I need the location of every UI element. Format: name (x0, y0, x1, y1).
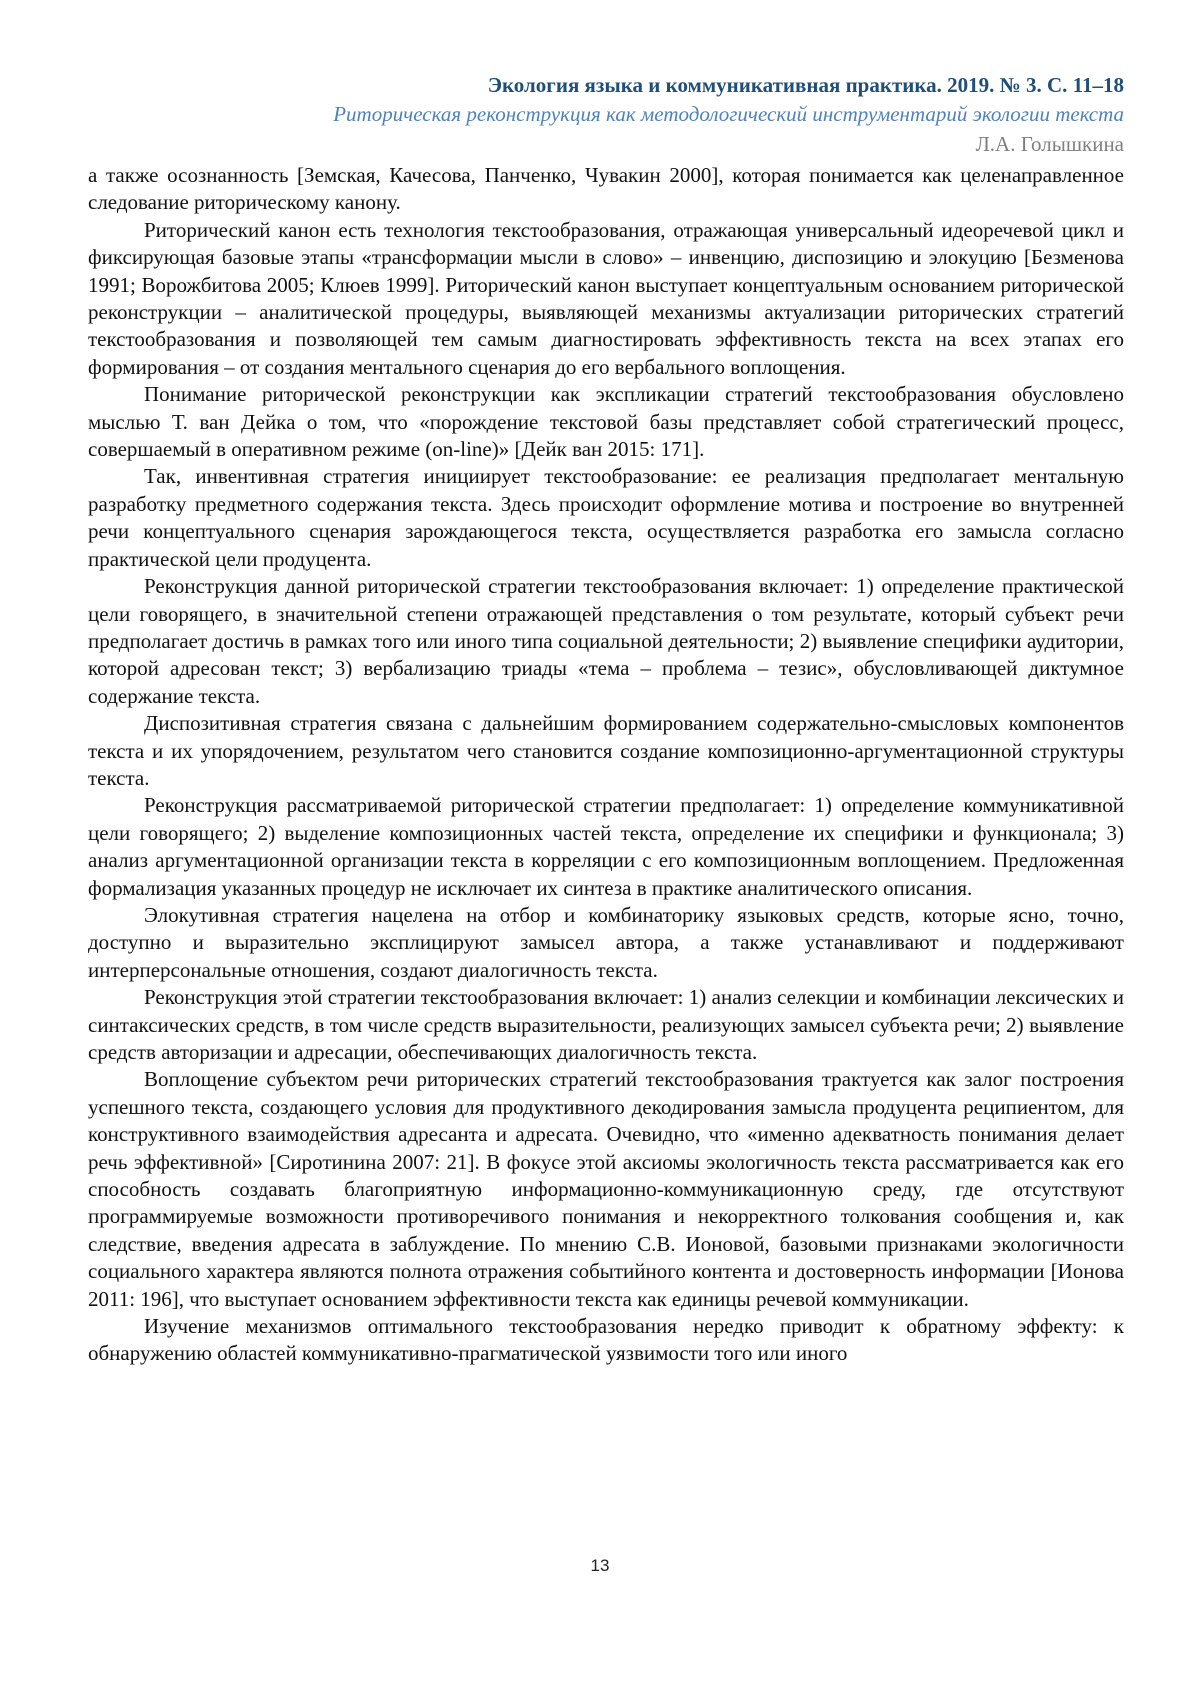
paragraph: Понимание риторической реконструкции как экспликации стратегий текстообразования обусловлено мыслью Т. ван Дейка о том, что «порождение текстовой базы представляет собой стратегический процесс, совершаемый в оперативном режиме (on-line)» [Дейк ван 2015: 171]. (88, 382, 1124, 462)
journal-header: Экология языка и коммуникативная практика. 2019. № 3. С. 11–18 (487, 73, 1124, 97)
paragraph: Риторический канон есть технология текстообразования, отражающая универсальный идеоречевой цикл и фиксирующая базовые этапы «трансформации мысли в слово» – инвенцию, диспозицию и элокуцию [Безменова 1991; Ворожбитова 2005; Клюев 1999]. Риторический канон выступает концептуальным основанием риторической реконструкции – аналитической процедуры, выявляющей механизмы актуализации риторических стратегий текстообразования и позволяющей тем самым диагностировать эффективность текста на всех этапах его формирования – от создания ментального сценария до его вербального воплощения. (88, 217, 1124, 379)
article-body (88, 162, 1124, 1368)
paragraph: Реконструкция данной риторической стратегии текстообразования включает: 1) определение практической цели говорящего, в значительной степени отражающей представления о том результате, который субъект речи предполагает достичь в рамках того или иного типа социальной деятельности; 2) выявление специфики аудитории, которой адресован текст; 3) вербализацию триады «тема – проблема – тезис», обусловливающей диктумное содержание текста. (88, 574, 1124, 708)
paragraph: Воплощение субъектом речи риторических стратегий текстообразования трактуется как залог построения успешного текста, создающего условия для продуктивного декодирования замысла продуцента реципиентом, для конструктивного взаимодействия адресанта и адресата. Очевидно, что «именно адекватность понимания делает речь эффективной» [Сиротинина 2007: 21]. В фокусе этой аксиомы экологичность текста рассматривается как его способность создавать благоприятную информационно-коммуникационную среду, где отсутствуют программируемые возможности противоречивого понимания и некорректного толкования сообщения и, как следствие, введения адресата в заблуждение. По мнению С.В. Ионовой, базовыми признаками экологичности социального характера являются полнота отражения событийного контента и достоверность информации [Ионова 2011: 196], что выступает основанием эффективности текста как единицы речевой коммуникации. (88, 1067, 1124, 1311)
paragraph: Так, инвентивная стратегия инициирует текстообразование: ее реализация предполагает ментальную разработку предметного содержания текста. Здесь происходит оформление мотива и построение во внутренней речи концептуального сценария зарождающегося текста, осуществляется разработка его замысла согласно практической цели продуцента. (88, 464, 1124, 571)
author-header: Л.А. Голышкина (975, 132, 1124, 156)
article-title-header: Риторическая реконструкция как методологический инструментарий экологии текста (333, 102, 1124, 126)
paragraph: Изучение механизмов оптимального текстообразования нередко приводит к обратному эффекту: к обнаружению областей коммуникативно-прагматической уязвимости того или иного (88, 1314, 1124, 1366)
page-number: 13 (590, 1556, 610, 1575)
paragraph-continuation: а также осознанность [Земская, Качесова, Панченко, Чувакин 2000], которая понимается как целенаправленное следование риторическому канону. (88, 163, 1124, 215)
paragraph: Элокутивная стратегия нацелена на отбор и комбинаторику языковых средств, которые ясно, точно, доступно и выразительно эксплицируют замысел автора, а также устанавливают и поддерживают интерперсональные отношения, создают диалогичность текста. (88, 902, 1124, 982)
paragraph: Реконструкция этой стратегии текстообразования включает: 1) анализ селекции и комбинации лексических и синтаксических средств, в том числе средств выразительности, реализующих замысел субъекта речи; 2) выявление средств авторизации и адресации, обеспечивающих диалогичность текста. (88, 985, 1124, 1064)
paragraph: Диспозитивная стратегия связана с дальнейшим формированием содержательно-смысловых компонентов текста и их упорядочением, результатом чего становится создание композиционно-аргументационной структуры текста. (88, 711, 1124, 790)
paragraph: Реконструкция рассматриваемой риторической стратегии предполагает: 1) определение коммуникативной цели говорящего; 2) выделение композиционных частей текста, определение их специфики и функционала; 3) анализ аргументационной организации текста в корреляции с его композиционным воплощением. Предложенная формализация указанных процедур не исключает их синтеза в практике аналитического описания. (88, 793, 1124, 900)
